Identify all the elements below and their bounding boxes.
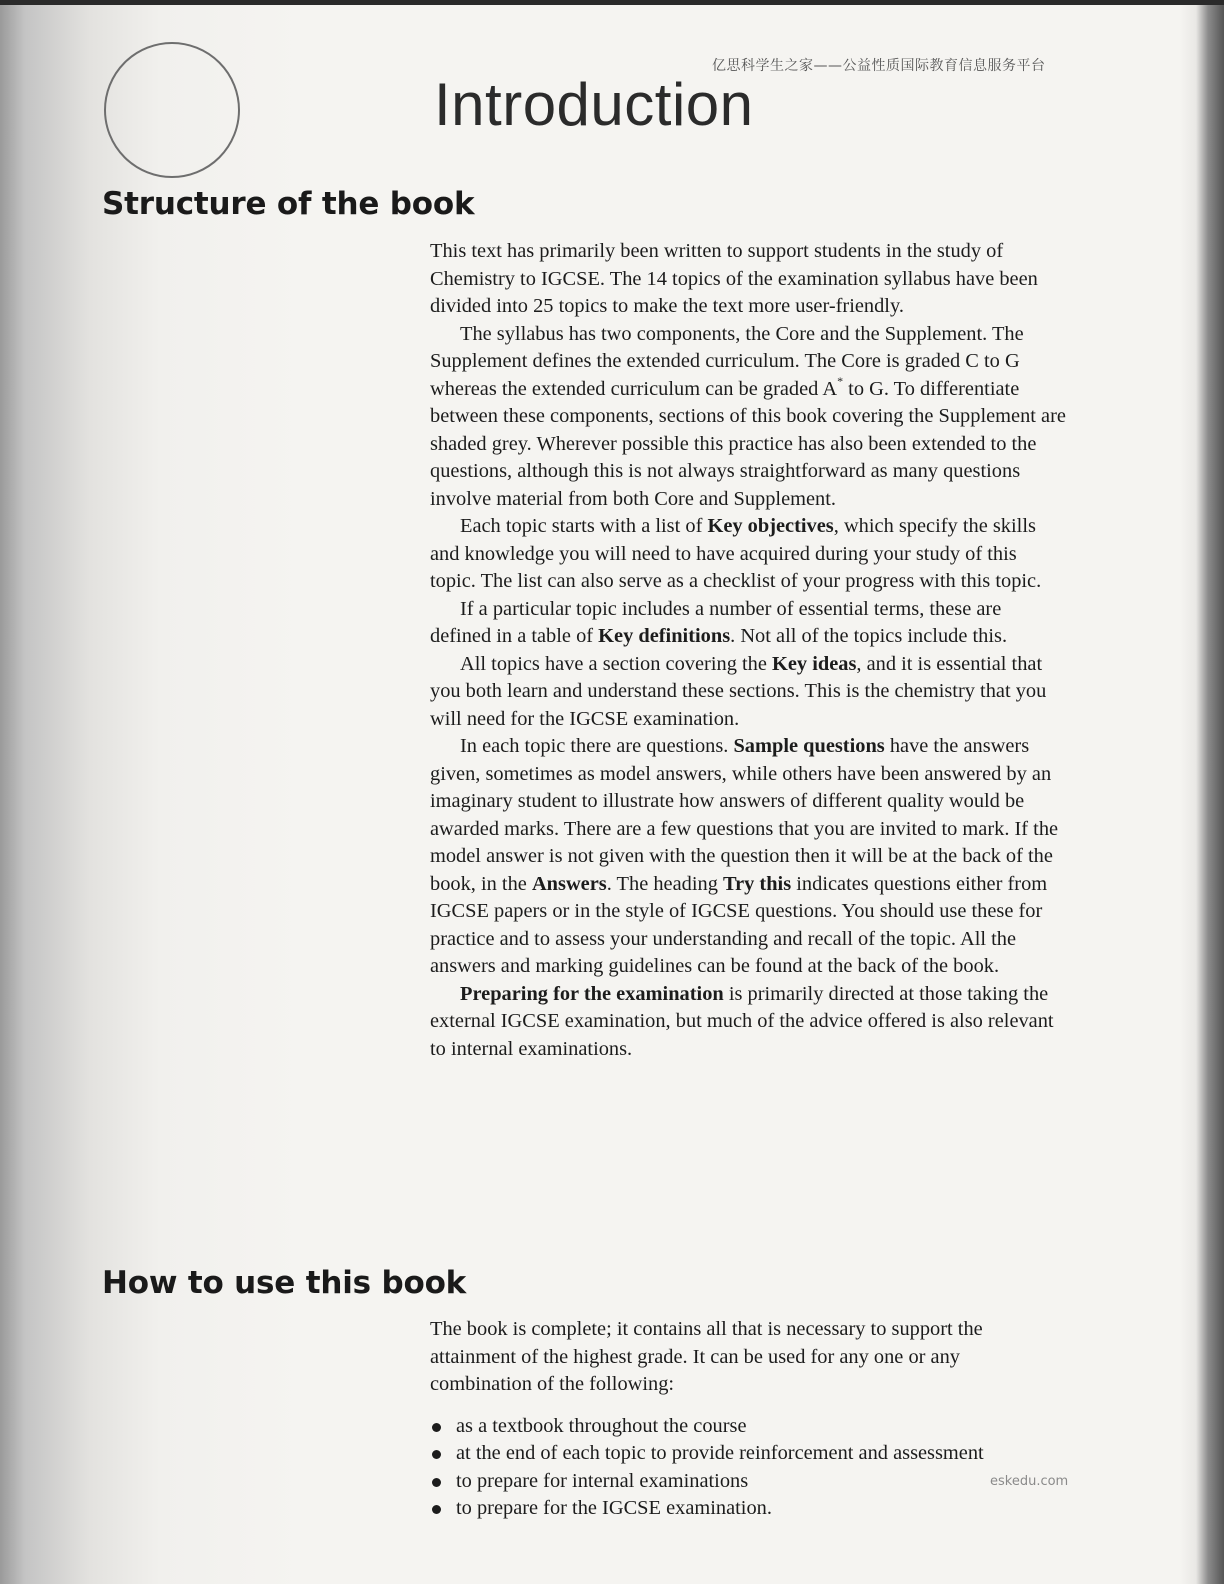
list-item-text: to prepare for the IGCSE examination. xyxy=(456,1497,772,1519)
section-heading-structure: Structure of the book xyxy=(102,186,475,222)
bold-term: Key objectives xyxy=(707,515,834,537)
bold-term: Key definitions xyxy=(598,625,731,647)
text-run: All topics have a section covering the xyxy=(460,652,772,675)
text-run: If a particular topic includes a number of essential terms, these are defined in a table of xyxy=(430,597,1002,647)
paragraph xyxy=(430,513,1066,596)
text-run: Each topic starts with a list of xyxy=(460,515,708,537)
paragraph xyxy=(430,238,1066,321)
page-title: Introduction xyxy=(434,71,754,138)
text-run: . Not all of the topics include this. xyxy=(730,625,1008,647)
scan-top-edge xyxy=(0,0,1224,5)
text-run: have the answers given, sometimes as model answers, while others have been answered by an imaginary student to illustrate how answers of different quality would be awarded marks. There are a few questions that you are invited to mark. If the model answer is not given with the question then it will be at the back of the book, in the xyxy=(430,735,1059,895)
section-heading-how-to-use: How to use this book xyxy=(102,1265,467,1301)
usage-list xyxy=(430,1413,1069,1523)
bullet-icon xyxy=(432,1423,441,1432)
bold-term: Preparing for the examination xyxy=(460,982,724,1005)
text-run: is primarily directed at those taking the external IGCSE examination, but much of the advice offered is also relevant to internal examinations. xyxy=(430,982,1054,1060)
bold-term: Answers xyxy=(531,872,607,895)
bullet-icon xyxy=(432,1450,441,1459)
how-to-use-section-body xyxy=(430,1316,1069,1523)
paragraph: The book is complete; it contains all that is necessary to support the attainment of the highest grade. It can be used for any one or any combination of the following: xyxy=(430,1318,983,1395)
structure-section-body xyxy=(430,238,1066,1063)
paragraph xyxy=(430,733,1066,981)
paragraph xyxy=(430,981,1066,1064)
watermark-bottom: eskedu.com xyxy=(990,1474,1069,1489)
list-item xyxy=(430,1495,1066,1523)
watermark-top: 亿思科学生之家——公益性质国际教育信息服务平台 xyxy=(712,58,1046,74)
paragraph xyxy=(430,596,1066,651)
decorative-circle xyxy=(104,42,240,178)
text-run: . The heading xyxy=(606,872,723,895)
bold-term: Key ideas xyxy=(772,652,857,675)
bold-term: Sample questions xyxy=(733,735,885,757)
text-run: , which specify the skills and knowledge you will need to have acquired during your study of this topic. The list can also serve as a checklist of your progress with this topic. xyxy=(430,515,1042,592)
text-run: indicates questions either from IGCSE papers or in the style of IGCSE questions. You should use these for practice and to assess your understanding and recall of the topic. All the answers and marking guidelines can be found at the back of the book. xyxy=(430,872,1048,977)
list-item xyxy=(430,1413,1066,1441)
text-run: This text has primarily been written to support students in the study of Chemistry to IGCSE. The 14 topics of the examination syllabus have been divided into 25 topics to make the text more user-friendly. xyxy=(430,240,1038,317)
list-item xyxy=(430,1468,1069,1496)
bullet-icon xyxy=(432,1478,441,1487)
bold-term: Try this xyxy=(723,872,792,895)
bullet-icon xyxy=(432,1505,441,1514)
superscript-star: * xyxy=(837,373,844,388)
list-item xyxy=(430,1440,1066,1468)
text-run: In each topic there are questions. xyxy=(460,735,734,757)
text-run: to G. To differentiate between these components, sections of this book covering the Supplement are shaded grey. Wherever possible this practice has also been extended to the questions, although this is not always straightforward as many questions involve material from both Core and Supplement. xyxy=(430,377,1066,510)
list-item-text: to prepare for internal examinations xyxy=(456,1469,749,1492)
paragraph xyxy=(430,321,1066,514)
paragraph xyxy=(430,651,1066,734)
text-run: , and it is essential that you both learn and understand these sections. This is the chemistry that you will need for the IGCSE examination. xyxy=(430,652,1047,730)
list-item-text: at the end of each topic to provide reinforcement and assessment xyxy=(456,1442,984,1464)
text-run: The syllabus has two components, the Core and the Supplement. The Supplement defines the extended curriculum. The Core is graded C to G whereas the extended curriculum can be graded A xyxy=(430,322,1024,400)
list-item-text: as a textbook throughout the course xyxy=(456,1414,747,1437)
